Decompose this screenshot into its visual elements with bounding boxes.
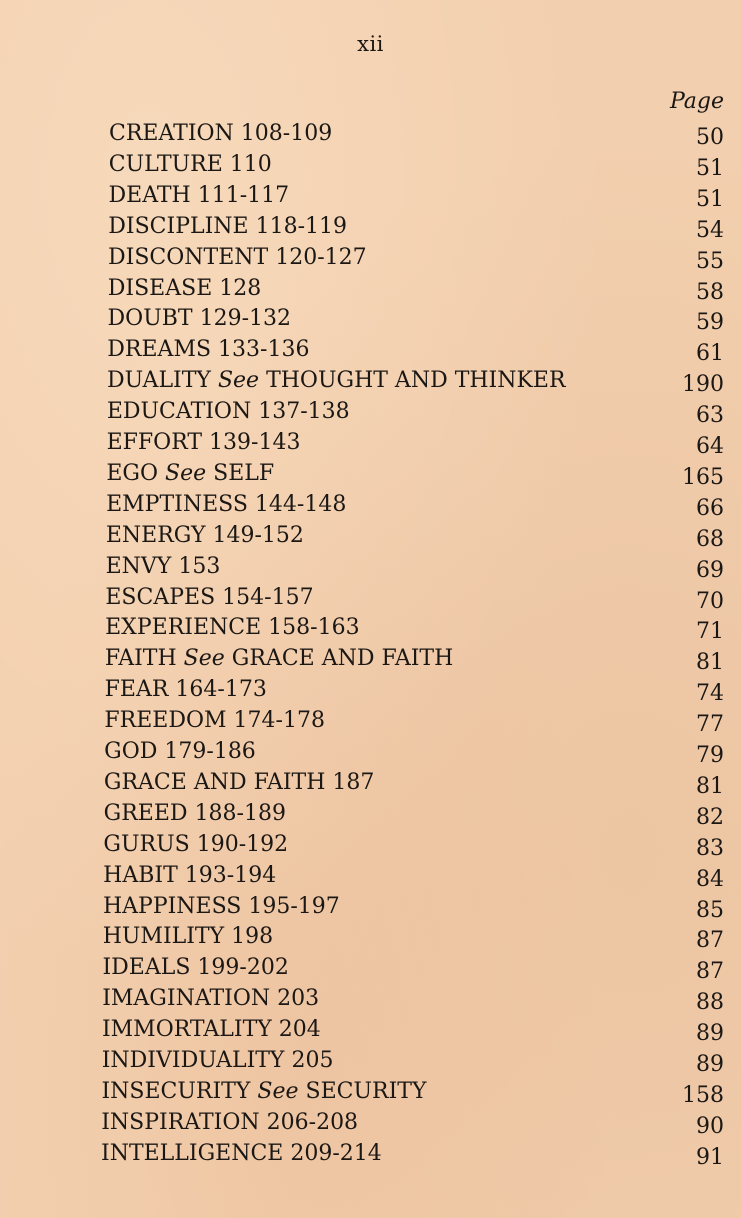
entry-reference: 133-136: [218, 337, 310, 363]
entry-page-number: 84: [696, 866, 724, 892]
entry-name: CREATION: [109, 121, 234, 146]
entry-page-number: 83: [696, 835, 724, 861]
entry-topic: [101, 1141, 382, 1166]
entry-name: INTELLIGENCE: [101, 1140, 284, 1166]
entry-name: DREAMS: [107, 337, 212, 363]
entry-reference: 199-202: [197, 955, 289, 981]
entry-name: EFFORT: [106, 430, 203, 455]
entry-page-number: 91: [696, 1144, 724, 1170]
entry-name: FEAR: [104, 677, 169, 703]
entry-reference: 193-194: [184, 862, 277, 888]
entry-page-number: 61: [696, 341, 724, 367]
entry-see: See: [183, 646, 225, 672]
entry-topic: [105, 646, 453, 671]
entry-page-number: 85: [696, 897, 724, 923]
index-entry: [0, 214, 724, 242]
entry-topic: [108, 276, 261, 301]
entry-see: See: [217, 368, 260, 394]
index-entry: [0, 739, 724, 767]
index-entry: [0, 368, 724, 396]
entry-topic: [109, 152, 272, 177]
entry-reference: 139-143: [209, 430, 301, 455]
entry-topic: [109, 183, 290, 208]
entry-name: IMAGINATION: [102, 986, 271, 1012]
entry-topic: [108, 214, 347, 239]
entry-name: INSPIRATION: [101, 1109, 260, 1135]
entry-reference: 205: [291, 1048, 334, 1073]
entry-topic: [105, 615, 359, 640]
entry-reference: THOUGHT AND THINKER: [266, 368, 566, 394]
entry-topic: [103, 894, 340, 919]
entry-page-number: 51: [696, 186, 724, 212]
entry-name: DEATH: [108, 182, 191, 208]
entry-name: EXPERIENCE: [105, 615, 262, 641]
entry-topic: [104, 708, 325, 733]
entry-topic: [102, 986, 319, 1011]
entry-name: IMMORTALITY: [101, 1017, 272, 1043]
entry-page-number: 71: [696, 619, 724, 645]
index-entry: [0, 183, 724, 211]
entry-topic: [106, 523, 304, 548]
entry-name: EDUCATION: [106, 399, 252, 425]
index-entry: [0, 276, 724, 304]
entry-page-number: 81: [696, 773, 724, 799]
entry-name: EGO: [106, 460, 158, 486]
entry-topic: [107, 337, 309, 362]
entry-reference: 110: [229, 151, 272, 177]
entry-name: IDEALS: [102, 955, 191, 981]
index-entry: [0, 894, 724, 922]
page-number: xii: [357, 32, 384, 56]
entry-page-number: 74: [696, 681, 724, 707]
entry-topic: [106, 492, 346, 517]
entry-page-number: 50: [696, 125, 724, 150]
entry-page-number: 88: [696, 990, 724, 1016]
entry-reference: 120-127: [275, 244, 367, 270]
entry-name: GURUS: [103, 831, 190, 857]
entry-page-number: 190: [682, 372, 724, 398]
index-entry: [0, 801, 724, 829]
index-entry: [0, 523, 724, 551]
entry-reference: 209-214: [290, 1140, 382, 1166]
entry-name: ENERGY: [105, 522, 206, 548]
entry-name: DISCIPLINE: [108, 213, 249, 239]
entry-name: INSECURITY: [101, 1078, 251, 1104]
entry-page-number: 66: [696, 495, 724, 521]
index-entry: [0, 461, 724, 489]
index-entry: [0, 955, 724, 983]
entry-name: FREEDOM: [104, 708, 227, 734]
entry-name: EMPTINESS: [106, 491, 248, 517]
entry-page-number: 81: [696, 650, 724, 676]
index-entry: [0, 708, 724, 736]
index-entry: [0, 770, 724, 798]
entry-name: FAITH: [104, 646, 177, 672]
entry-topic: [103, 863, 276, 888]
entry-reference: 187: [332, 769, 375, 795]
entry-reference: 129-132: [199, 306, 292, 332]
index-entry: [0, 152, 724, 180]
entry-page-number: 90: [696, 1113, 724, 1139]
entry-reference: 111-117: [197, 182, 290, 208]
index-entry: [0, 245, 724, 273]
entry-topic: [101, 1110, 358, 1135]
entry-reference: 206-208: [266, 1109, 359, 1135]
entry-reference: 118-119: [255, 213, 348, 239]
entry-name: CULTURE: [108, 151, 223, 177]
index-entry: [0, 863, 724, 891]
entry-reference: 158-163: [268, 615, 360, 641]
entry-topic: [106, 554, 221, 579]
entry-page-number: 87: [696, 959, 724, 985]
entry-topic: [109, 121, 332, 146]
entry-page-number: 79: [696, 743, 724, 768]
entry-topic: [105, 677, 267, 702]
entry-reference: 108-109: [240, 121, 333, 146]
index-entry: [0, 1017, 724, 1045]
entry-name: DOUBT: [107, 306, 193, 332]
entry-name: DUALITY: [107, 368, 211, 394]
entry-reference: 137-138: [258, 399, 350, 425]
index-entry: [0, 399, 724, 427]
entry-topic: [102, 955, 288, 980]
entry-reference: 149-152: [212, 522, 304, 548]
index-entry: [0, 1048, 724, 1076]
entry-topic: [107, 430, 301, 455]
entry-topic: [107, 399, 350, 424]
entry-page-number: 51: [696, 155, 724, 181]
entry-name: ENVY: [105, 553, 172, 579]
index-entry: [0, 121, 724, 149]
entry-topic: [104, 770, 374, 795]
entry-topic: [108, 306, 291, 331]
entry-see: See: [257, 1078, 299, 1104]
entry-page-number: 54: [696, 217, 724, 243]
index-entry: [0, 585, 724, 613]
entry-name: GRACE AND FAITH: [103, 769, 326, 795]
index-entry: [0, 337, 724, 365]
entry-page-number: 89: [696, 1052, 724, 1077]
entry-page-number: 63: [696, 403, 724, 429]
entry-reference: 188-189: [194, 800, 286, 826]
entry-name: DISEASE: [107, 275, 213, 301]
entry-page-number: 82: [696, 804, 724, 830]
index-entry: [0, 1141, 724, 1169]
entry-page-number: 68: [696, 526, 724, 552]
index-entry: [0, 1110, 724, 1138]
entry-page-number: 64: [696, 434, 724, 459]
index-entry: [0, 677, 724, 705]
entry-topic: [107, 368, 566, 393]
entry-page-number: 87: [696, 928, 724, 954]
entry-topic: [105, 585, 313, 610]
entry-topic: [101, 1079, 426, 1104]
entry-reference: 198: [231, 924, 274, 950]
entry-reference: SELF: [213, 460, 275, 486]
entry-reference: SECURITY: [305, 1078, 427, 1104]
index-entry: [0, 554, 724, 582]
entry-name: DISCONTENT: [108, 244, 269, 270]
index-entry: [0, 986, 724, 1014]
entry-reference: 174-178: [233, 708, 325, 734]
index-entry: [0, 430, 724, 458]
entry-topic: [103, 832, 288, 857]
entry-reference: 164-173: [175, 677, 267, 703]
entry-topic: [104, 739, 256, 764]
entry-page-number: 89: [696, 1021, 724, 1047]
entry-topic: [104, 801, 286, 826]
entry-reference: GRACE AND FAITH: [231, 646, 454, 672]
entry-name: HUMILITY: [102, 924, 225, 950]
index-entry: [0, 615, 724, 643]
entry-reference: 128: [219, 275, 262, 301]
entry-reference: 190-192: [196, 831, 289, 857]
entry-reference: 195-197: [248, 893, 340, 919]
index-entry: [0, 492, 724, 520]
entry-reference: 204: [278, 1017, 321, 1043]
entry-topic: [106, 461, 274, 486]
entry-topic: [102, 1017, 321, 1042]
entry-name: HABIT: [103, 862, 178, 888]
entry-name: HAPPINESS: [102, 893, 242, 919]
entry-page-number: 70: [696, 588, 724, 614]
entry-reference: 153: [178, 553, 221, 579]
entry-page-number: 77: [696, 712, 724, 738]
entry-see: See: [165, 460, 207, 486]
column-header-page: Page: [669, 89, 724, 114]
entry-name: ESCAPES: [105, 584, 216, 610]
index-entry: [0, 1079, 724, 1107]
index-entry: [0, 306, 724, 334]
entry-topic: [102, 1048, 334, 1073]
entry-name: GOD: [104, 739, 158, 764]
entry-reference: 179-186: [164, 739, 256, 764]
entry-page-number: 58: [696, 279, 724, 305]
entry-reference: 203: [277, 986, 320, 1012]
entry-page-number: 165: [682, 464, 724, 490]
entry-page-number: 55: [696, 248, 724, 274]
entry-reference: 144-148: [254, 491, 347, 517]
index-entry: [0, 646, 724, 674]
entry-page-number: 69: [696, 557, 724, 583]
index-entry: [0, 832, 724, 860]
entry-topic: [103, 924, 273, 949]
entry-topic: [108, 245, 367, 270]
entry-reference: 154-157: [222, 584, 314, 610]
index-entry: [0, 924, 724, 952]
entry-page-number: 59: [696, 310, 724, 336]
entry-page-number: 158: [682, 1082, 724, 1108]
entry-name: INDIVIDUALITY: [101, 1048, 285, 1073]
entry-name: GREED: [103, 800, 188, 826]
